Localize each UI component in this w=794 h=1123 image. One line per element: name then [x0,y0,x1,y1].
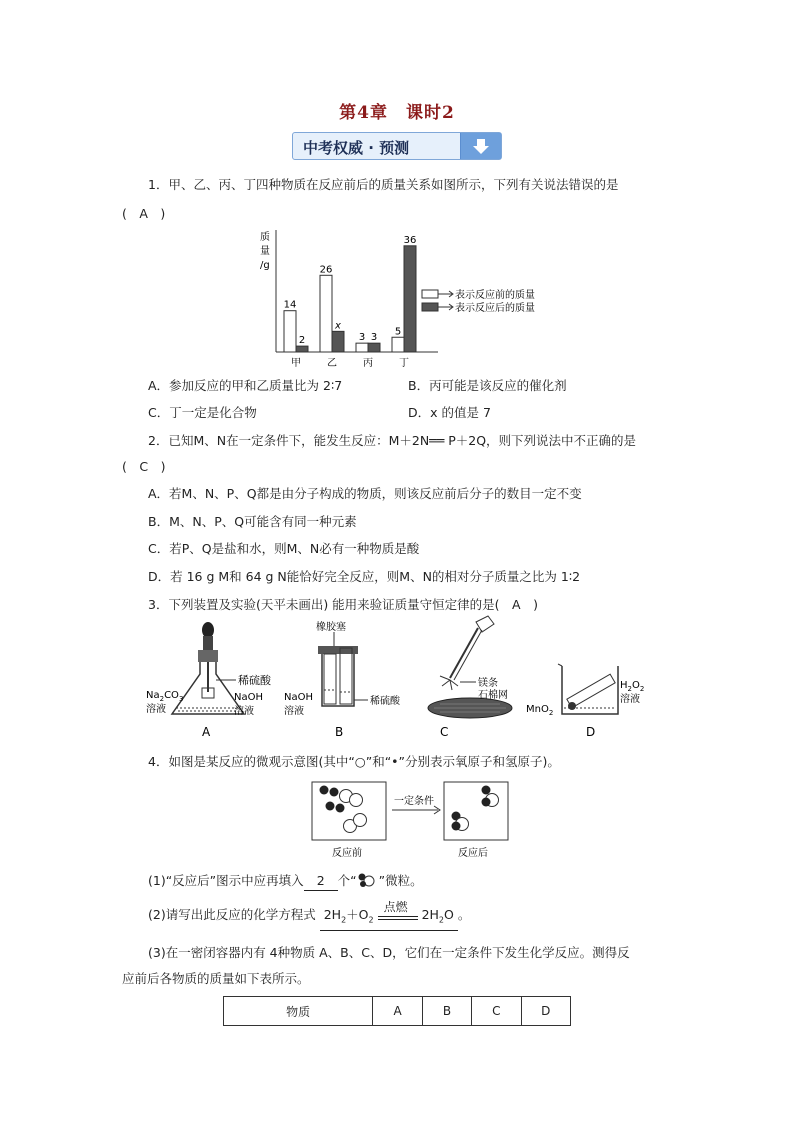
q1-answer: ( A ) [122,206,166,221]
bar-after [296,346,308,352]
q4-before-label: 反应前 [332,848,362,859]
x-tick-label: 丙 [363,358,373,369]
q2-option-d: D．若 16 g M和 64 g N能恰好完全反应，则M、N的相对分子质量之比为 1∶2 [148,569,581,584]
q2-stem-line1: 2．已知M、N在一定条件下，能发生反应：M＋2N══ P＋2Q，则下列说法中不正确的是 [148,433,637,448]
q3-figure-b [282,618,412,740]
q1-option-d: D．x 的值是 7 [408,405,491,420]
table-header-cell: B [422,997,471,1026]
y-axis-label: /g [260,260,270,271]
x-tick-label: 丁 [399,358,409,369]
q3d-label-mno2: MnO$_2$ [526,704,554,717]
data-label: 5 [394,326,402,338]
q2-option-b: B．M、N、P、Q可能含有同一种元素 [148,514,357,529]
table-header-cell: A [373,997,422,1026]
section-banner [292,132,502,160]
q3c-label: C [440,725,449,739]
q4-after-label: 反应后 [458,848,488,859]
x-tick-label: 乙 [327,358,337,369]
table-header-cell: C [472,997,521,1026]
bar-before [284,311,296,352]
y-axis-label: 量 [260,246,270,257]
q3b-label-acid: 稀硫酸 [370,696,400,707]
bar-after [332,331,344,352]
page-title: 第4章 课时2 [339,103,455,123]
q4-part1-pre: (1)“反应后”图示中应再填入 [148,873,304,888]
table-header-cell: 物质 [224,997,373,1026]
bar-before [392,337,404,352]
data-label: 36 [403,234,417,246]
q4-arrow-label: 一定条件 [394,796,434,807]
q4-part2 [148,899,471,931]
q4-micro-diagram [310,780,520,862]
bar-before [356,343,368,352]
q3-stem: 3．下列装置及实验(天平未画出) 能用来验证质量守恒定律的是( A ) [148,597,538,612]
bar-after [368,343,380,352]
q2-option-c: C．若P、Q是盐和水，则M、N必有一种物质是酸 [148,541,420,556]
q3b-label: B [335,725,344,739]
data-label: 3 [358,332,366,344]
q4-part1-end: ”微粒。 [378,873,423,888]
q4-part1 [148,872,423,891]
legend-label: 表示反应后的质量 [455,303,535,314]
q1-option-c: C．丁一定是化合物 [148,405,257,420]
q1-option-b: B．丙可能是该反应的催化剂 [408,378,567,393]
data-label: 14 [283,299,297,311]
data-label: 2 [298,335,306,347]
q4-part3-line1: (3)在一密闭容器内有 4种物质 A、B、C、D，它们在一定条件下发生化学反应。测得反 [148,945,630,960]
q4-part1-answer: 2 [304,872,338,891]
q3-figure-a [142,622,272,740]
banner-label: 中考权威 · 预测 [303,139,410,157]
q3b-label-naoh: NaOH [284,692,313,703]
q3a-label-acid: 稀硫酸 [238,674,271,687]
legend-swatch [422,303,438,311]
x-tick-label: 甲 [291,358,301,369]
q3-figure-c [410,612,540,740]
data-label: 3 [370,332,378,344]
data-label: x [335,320,341,332]
q4-mass-table [223,996,571,1026]
q3c-label-mg: 镁条 [478,678,498,689]
q4-part2-pre: (2)请写出此反应的化学方程式 [148,907,316,922]
q3b-label-stopper: 橡胶塞 [316,622,346,633]
q2-option-a: A．若M、N、P、Q都是由分子构成的物质，则该反应前后分子的数目一定不变 [148,486,582,501]
q3a-label-solution1: 溶液 [146,704,166,715]
q3a-label: A [202,725,211,739]
q3a-label-naoh: NaOH [234,692,263,703]
q3c-label-gauze: 石棉网 [478,690,508,701]
q4-stem: 4．如图是某反应的微观示意图(其中“○”和“•”分别表示氧原子和氢原子)。 [148,754,560,769]
q3a-label-solution2: 溶液 [234,706,254,717]
q1-option-a: A．参加反应的甲和乙质量比为 2∶7 [148,378,343,393]
download-button[interactable] [460,133,501,159]
table-row [224,997,571,1026]
q4-equation-condition: 点燃 [383,899,408,914]
q4-equation: $2H_2+O_2$ 点燃 $2H_2O$ [320,906,458,931]
q1-bar-chart [250,226,580,376]
water-molecule-icon [357,873,379,887]
y-axis-label: 质 [260,232,270,243]
q3-figure-d [522,658,652,740]
q2-answer: ( C ) [122,459,166,474]
arrow-down-icon [461,133,501,159]
bar-before [320,275,332,352]
q4-part3-line2: 应前后各物质的质量如下表所示。 [122,971,310,986]
q3d-label-solution: 溶液 [620,694,640,705]
data-label: 26 [319,264,333,276]
q1-stem-line1: 1．甲、乙、丙、丁四种物质在反应前后的质量关系如图所示，下列有关说法错误的是 [148,177,619,192]
q4-part1-post: 个“ [337,873,357,888]
bar-after [404,246,416,352]
legend-swatch [422,290,438,298]
table-header-cell: D [521,997,570,1026]
q3d-label: D [586,725,596,739]
q3a-label-na2co3: $Na_2CO_3$ [146,690,184,703]
q3b-label-solution: 溶液 [284,706,304,717]
q3d-label-h2o2: $H_2O_2$ [620,680,645,693]
q4-part2-end: 。 [457,907,471,922]
legend-label: 表示反应前的质量 [455,290,535,301]
